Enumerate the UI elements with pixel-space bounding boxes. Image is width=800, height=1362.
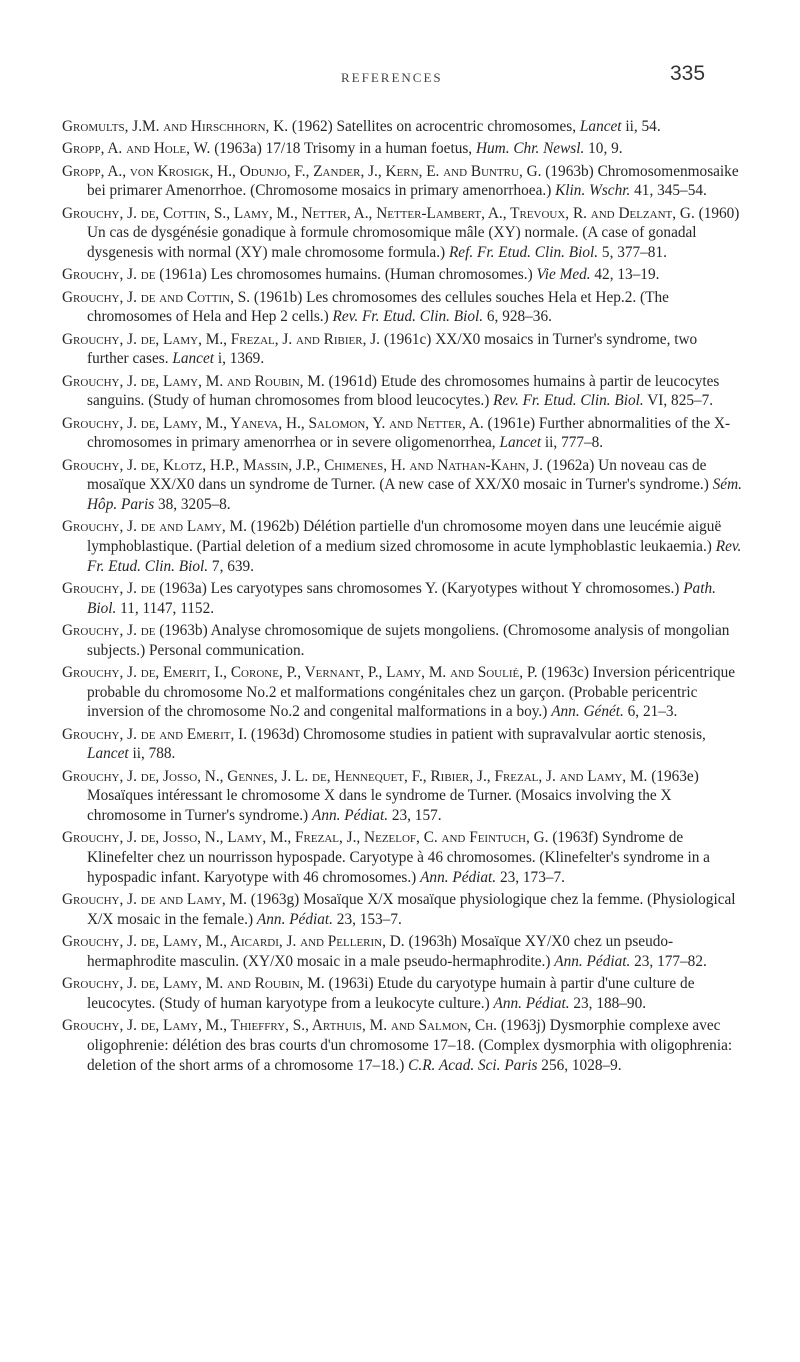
reference-entry (62, 932, 742, 971)
reference-body: (1963c) Inversion péricentrique probable du chromosome No.2 et malformations congénitales chez un garçon. (Probable pericentric inversion of the chromosome No.2 and congenital malformations in a boy.) (87, 664, 736, 721)
reference-citation: 10, 9. (584, 140, 623, 158)
reference-entry (62, 579, 742, 618)
reference-entry (62, 890, 742, 929)
reference-authors: Grouchy, J. de and Emerit, I. (62, 725, 248, 743)
page-header (0, 62, 800, 102)
reference-body: (1961d) Etude des chromosomes humains à partir de leucocytes sanguins. (Study of human chromosomes from blood leucocytes.) (87, 372, 720, 410)
reference-body: (1963e) Mosaïques intéressant le chromosome X dans le syndrome de Turner. (Mosaics involving the X chromosome in Turner's syndrome.) (87, 767, 699, 825)
reference-citation: 7, 639. (208, 557, 254, 575)
reference-journal: Rev. Fr. Etud. Clin. Biol. (332, 308, 484, 326)
reference-journal: Vie Med. (536, 266, 591, 284)
reference-entry (62, 162, 742, 201)
reference-entry (62, 663, 742, 722)
reference-journal: Ref. Fr. Etud. Clin. Biol. (448, 244, 599, 261)
reference-journal: Klin. Wschr. (555, 182, 631, 200)
reference-body: (1961a) Les chromosomes humains. (Human chromosomes.) (155, 266, 537, 284)
reference-authors: Grouchy, J. de (62, 622, 156, 639)
reference-body: (1963b) Analyse chromosomique de sujets mongoliens. (Chromosome analysis of mongolian subjects.) Personal communication. (87, 622, 730, 659)
reference-entry (62, 265, 742, 285)
reference-body: (1962a) Un noveau cas de mosaïque XX/X0 dans un syndrome de Turner. (A new case of XX/X0 mosaic in Turner's syndrome.) (87, 456, 713, 494)
reference-citation: 41, 345–54. (630, 182, 707, 200)
reference-citation: 38, 3205–8. (154, 496, 231, 513)
reference-body: (1962) Satellites on acrocentric chromosomes, (288, 118, 580, 135)
reference-journal: Ann. Pédiat. (554, 952, 631, 970)
reference-entry (62, 517, 742, 576)
reference-body: (1963i) Etude du caryotype humain à partir d'une culture de leucocytes. (Study of human karyotype from a leukocyte culture.) (87, 975, 695, 1012)
reference-authors: Grouchy, J. de, Cottin, S., Lamy, M., Netter, A., Netter-Lambert, A., Trevoux, R. and Delzant, G. (62, 204, 695, 222)
reference-journal: Lancet (172, 350, 215, 368)
reference-body: (1963b) Chromosomenmosaike bei primarer Amenorrhoe. (Chromosome mosaics in primary amenorrhoea.) (87, 162, 739, 200)
reference-entry (62, 1016, 742, 1075)
reference-body: (1963g) Mosaïque X/X mosaïque physiologique chez la femme. (Physiological X/X mosaic in the female.) (87, 891, 736, 928)
reference-entry (62, 828, 742, 887)
reference-authors: Gropp, A., von Krosigk, H., Odunjo, F., Zander, J., Kern, E. and Buntru, G. (62, 162, 542, 180)
reference-authors: Grouchy, J. de, Lamy, M. and Roubin, M. (62, 372, 325, 390)
reference-citation: 23, 153–7. (332, 910, 402, 928)
reference-authors: Gropp, A. and Hole, W. (62, 140, 211, 158)
reference-entry (62, 621, 742, 660)
reference-citation: 23, 157. (388, 807, 442, 825)
reference-citation: ii, 777–8. (541, 434, 604, 452)
reference-citation: 6, 21–3. (623, 703, 678, 721)
reference-authors: Grouchy, J. de, Lamy, M., Yaneva, H., Salomon, Y. and Netter, A. (62, 414, 484, 432)
reference-journal: Rev. Fr. Etud. Clin. Biol. (87, 538, 742, 575)
reference-journal: C.R. Acad. Sci. Paris (408, 1056, 538, 1074)
reference-authors: Grouchy, J. de (62, 266, 156, 284)
reference-journal: Ann. Pédiat. (493, 994, 570, 1012)
reference-authors: Grouchy, J. de, Josso, N., Lamy, M., Frezal, J., Nezelof, C. and Feintuch, G. (62, 829, 549, 847)
reference-list (62, 117, 742, 1078)
reference-authors: Grouchy, J. de, Klotz, H.P., Massin, J.P., Chimenes, H. and Nathan-Kahn, J. (62, 456, 543, 474)
reference-body: (1962b) Délétion partielle d'un chromosome moyen dans une leucémie aiguë lymphoblastique. (Partial deletion of a medium sized chromosome in acute lymphoblastic leukaemia.) (87, 518, 722, 555)
reference-citation: 5, 377–81. (598, 244, 667, 261)
running-head: REFERENCES (341, 70, 443, 85)
reference-citation: 23, 188–90. (569, 994, 647, 1012)
reference-authors: Grouchy, J. de and Lamy, M. (62, 518, 247, 536)
reference-body: (1963j) Dysmorphie complexe avec oligophrenie: délétion des bras courts d'un chromosome 17–18. (Complex dysmorphia with oligophrenia: deletion of the short arms of a chromosome 17–18.) (87, 1017, 733, 1074)
reference-body: (1963d) Chromosome studies in patient with supravalvular aortic stenosis, (247, 725, 706, 743)
reference-entry (62, 117, 742, 137)
reference-journal: Lancet (579, 118, 622, 135)
reference-journal: Ann. Pédiat. (311, 807, 389, 825)
reference-journal: Hum. Chr. Newsl. (475, 140, 585, 158)
reference-citation: i, 1369. (214, 350, 265, 368)
reference-body: (1963a) Les caryotypes sans chromosomes Y. (Karyotypes without Y chromosomes.) (155, 580, 684, 597)
reference-authors: Gromults, J.M. and Hirschhorn, K. (62, 118, 289, 135)
reference-authors: Grouchy, J. de, Lamy, M., Frezal, J. and Ribier, J. (62, 330, 380, 348)
reference-citation: VI, 825–7. (643, 392, 714, 410)
reference-entry (62, 139, 742, 159)
reference-entry (62, 456, 742, 515)
reference-authors: Grouchy, J. de, Lamy, M., Aicardi, J. and Pellerin, D. (62, 933, 405, 951)
reference-entry (62, 204, 742, 263)
reference-entry (62, 767, 742, 826)
reference-entry (62, 330, 742, 369)
page-number: 335 (670, 62, 706, 85)
reference-citation: 42, 13–19. (590, 266, 660, 284)
reference-authors: Grouchy, J. de and Cottin, S. (62, 288, 251, 306)
reference-entry (62, 288, 742, 327)
reference-authors: Grouchy, J. de, Emerit, I., Corone, P., Vernant, P., Lamy, M. and Soulié, P. (62, 664, 538, 681)
reference-journal: Lancet (87, 745, 129, 763)
reference-entry (62, 974, 742, 1013)
reference-body: (1961c) XX/X0 mosaics in Turner's syndrome, two further cases. (87, 330, 698, 368)
reference-citation: 6, 928–36. (483, 308, 552, 326)
reference-entry (62, 372, 742, 411)
reference-citation: 11, 1147, 1152. (116, 599, 215, 617)
reference-journal: Path. Biol. (87, 580, 716, 617)
reference-citation: ii, 788. (128, 745, 176, 763)
reference-body: (1961e) Further abnormalities of the X-chromosomes in primary amenorrhea or in severe oligomenorrhea, (87, 414, 731, 452)
reference-journal: Rev. Fr. Etud. Clin. Biol. (493, 392, 644, 410)
reference-journal: Ann. Pédiat. (256, 910, 333, 928)
reference-journal: Lancet (499, 434, 542, 452)
reference-body: (1963f) Syndrome de Klinefelter chez un nourrisson hypospade. Caryotype à 46 chromosomes. (Klinefelter's syndrome in a hypospadic infant. Karyotype with 46 chromosomes.) (87, 829, 710, 886)
reference-citation: 256, 1028–9. (537, 1056, 622, 1074)
reference-authors: Grouchy, J. de, Josso, N., Gennes, J. L. de, Hennequet, F., Ribier, J., Frezal, J. and Lamy, M. (62, 767, 648, 785)
reference-journal: Ann. Pédiat. (420, 868, 497, 886)
reference-journal: Sém. Hôp. Paris (87, 476, 742, 513)
reference-entry (62, 725, 742, 764)
reference-journal: Ann. Génét. (551, 703, 624, 721)
reference-citation: 23, 173–7. (496, 868, 565, 886)
reference-body: (1963a) 17/18 Trisomy in a human foetus, (210, 140, 476, 158)
reference-citation: ii, 54. (621, 118, 661, 135)
reference-authors: Grouchy, J. de, Lamy, M., Thieffry, S., Arthuis, M. and Salmon, Ch. (62, 1017, 498, 1035)
reference-authors: Grouchy, J. de (62, 580, 156, 597)
reference-authors: Grouchy, J. de, Lamy, M. and Roubin, M. (62, 975, 325, 993)
reference-body: (1961b) Les chromosomes des cellules souches Hela et Hep.2. (The chromosomes of Hela and Hep 2 cells.) (87, 288, 669, 326)
reference-body: (1960) Un cas de dysgénésie gonadique à formule chromosomique mâle (XY) normale. (A case of gonadal dysgenesis with normal (XY) male chromosome formula.) (87, 204, 740, 261)
reference-citation: 23, 177–82. (630, 952, 707, 970)
reference-authors: Grouchy, J. de and Lamy, M. (62, 891, 247, 909)
reference-entry (62, 414, 742, 453)
reference-body: (1963h) Mosaïque XY/X0 chez un pseudo-hermaphrodite masculin. (XY/X0 mosaic in a male pseudo-hermaphrodite.) (87, 933, 674, 970)
